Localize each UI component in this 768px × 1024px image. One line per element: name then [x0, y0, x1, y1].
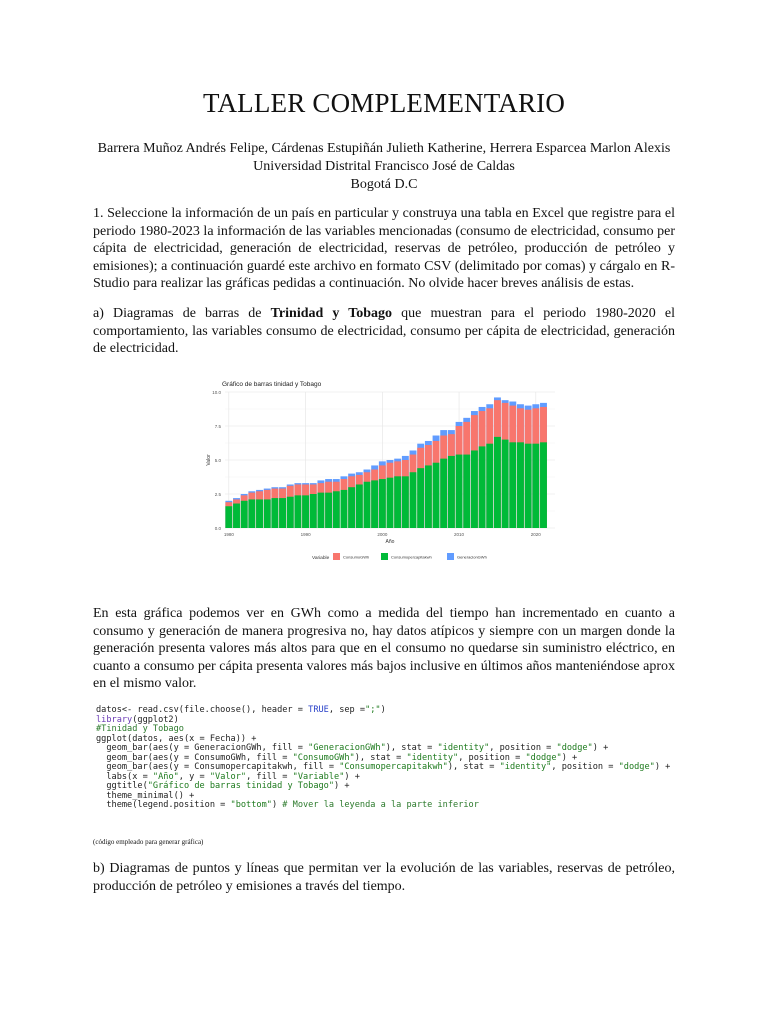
- bar-consumopercapitakwh: [348, 487, 355, 528]
- bar-consumopercapitakwh: [248, 499, 255, 528]
- bar-consumopercapitakwh: [502, 440, 509, 528]
- bar-consumopercapitakwh: [294, 495, 301, 528]
- author-names: Barrera Muñoz Andrés Felipe, Cárdenas Estupiñán Julieth Katherine, Herrera Esparcea Marlon Alexis: [97, 141, 671, 156]
- part-a-suffix: que muestran para el periodo 1980-2020 el comportamiento, las variables consumo de electricidad, consumo per cápita de electricidad, generación de electricidad.: [93, 306, 675, 356]
- y-tick-label: 0.0: [214, 526, 221, 531]
- page-title: TALLER COMPLEMENTARIO: [202, 88, 566, 118]
- bar-consumopercapitakwh: [379, 479, 386, 528]
- code-line: theme(legend.position = "bottom") # Mover la leyenda a la parte inferior: [96, 800, 479, 810]
- country-name: Trinidad y Tobago: [270, 306, 393, 321]
- bar-consumopercapitakwh: [509, 442, 516, 528]
- y-tick-label: 10.0: [212, 390, 221, 395]
- bar-consumopercapitakwh: [540, 442, 547, 528]
- bar-consumopercapitakwh: [410, 472, 417, 528]
- city-name: Bogotá D.C: [350, 177, 418, 192]
- author-block: [93, 140, 675, 194]
- legend-label: Consumopercapitakwh: [391, 554, 432, 560]
- code-line: labs(x = "Año", y = "Valor", fill = "Variable") +: [96, 771, 360, 782]
- bar-consumopercapitakwh: [325, 493, 332, 528]
- code-line: datos<- read.csv(file.choose(), header = TRUE, sep =";"): [96, 705, 386, 715]
- code-line: ggtitle("Gráfico de barras tinidad y Tobago") +: [96, 781, 350, 791]
- university-name: Universidad Distrital Francisco José de Caldas: [253, 159, 515, 174]
- legend-swatch-consumogwh: [333, 553, 340, 560]
- bar-chart: [200, 370, 560, 565]
- chart-title: Gráfico de barras tinidad y Tobago: [222, 381, 322, 388]
- bar-consumopercapitakwh: [256, 499, 263, 528]
- bar-consumopercapitakwh: [225, 506, 232, 528]
- bar-consumopercapitakwh: [356, 484, 363, 528]
- legend-title: Variable: [312, 556, 330, 561]
- bar-consumopercapitakwh: [271, 498, 278, 528]
- code-line: #Tinidad y Tobago: [96, 724, 184, 734]
- x-tick-label: 2020: [530, 532, 541, 537]
- bar-consumopercapitakwh: [471, 450, 478, 528]
- bar-consumopercapitakwh: [279, 498, 286, 528]
- bar-consumopercapitakwh: [479, 446, 486, 528]
- bar-consumopercapitakwh: [233, 504, 240, 528]
- x-tick-label: 2000: [377, 532, 388, 537]
- x-tick-label: 1980: [223, 532, 234, 537]
- bar-consumopercapitakwh: [463, 455, 470, 528]
- bar-consumopercapitakwh: [417, 468, 424, 528]
- bar-consumopercapitakwh: [264, 499, 271, 528]
- bar-consumopercapitakwh: [310, 494, 317, 528]
- bar-consumopercapitakwh: [402, 476, 409, 528]
- bar-consumopercapitakwh: [302, 495, 309, 528]
- bar-consumopercapitakwh: [287, 497, 294, 528]
- y-tick-label: 5.0: [214, 458, 221, 463]
- legend-swatch-consumopercapitakwh: [381, 553, 388, 560]
- bar-consumopercapitakwh: [387, 478, 394, 528]
- code-caption: (código empleado para generar gráfica): [93, 838, 204, 846]
- x-tick-label: 2010: [454, 532, 465, 537]
- x-axis-label: Año: [385, 539, 395, 545]
- bar-consumopercapitakwh: [333, 491, 340, 528]
- question-1-text: 1. Seleccione la información de un país en particular y construya una tabla en Excel que registre para el periodo 1980-2023 la información de las variables mencionadas (consumo de electricidad, consumo per cápita de electricidad, generación de electricidad, reservas de petróleo, producción de petróleo y emisiones); a continuación guardé este archivo en formato CSV (delimitado por comas) y cárgalo en R-Studio para realizar las gráficas pedidas a continuación. No olvide hacer breves análisis de estas.: [93, 206, 675, 291]
- bar-consumopercapitakwh: [241, 501, 248, 528]
- bar-consumopercapitakwh: [341, 490, 348, 528]
- chart-analysis-text: En esta gráfica podemos ver en GWh como a medida del tiempo han incrementado en cuanto a consumo y generación de manera progresiva no, hay datos atípicos y siempre con un margen donde la generación presenta valores más altos para que en el consumo no quedarse sin suministro eléctrico, en cuanto a consumo per cápita presenta valores más bajos inclusive en últimos años manteniéndose aprox en el mismo valor.: [93, 606, 675, 691]
- bar-consumopercapitakwh: [317, 493, 324, 528]
- y-tick-label: 2.5: [214, 492, 221, 497]
- part-a-text: [93, 305, 675, 358]
- code-line: library(ggplot2): [96, 714, 179, 725]
- bar-consumopercapitakwh: [425, 465, 432, 528]
- bar-consumopercapitakwh: [364, 482, 371, 528]
- code-line: ggplot(datos, aes(x = Fecha)) +: [96, 733, 257, 744]
- part-a-prefix: a) Diagramas de barras de: [93, 306, 271, 321]
- bar-consumopercapitakwh: [371, 480, 378, 528]
- bar-consumopercapitakwh: [532, 444, 539, 528]
- bar-consumopercapitakwh: [440, 459, 447, 528]
- part-b-text: b) Diagramas de puntos y líneas que permitan ver la evolución de las variables, reservas de petróleo, producción de petróleo y emisiones a través del tiempo.: [93, 861, 675, 894]
- x-tick-label: 1990: [300, 532, 311, 537]
- bar-chart-svg: [200, 370, 560, 565]
- bar-consumopercapitakwh: [456, 455, 463, 528]
- legend-label: ConsumoGWh: [343, 554, 370, 560]
- y-tick-label: 7.5: [214, 424, 221, 429]
- bar-consumopercapitakwh: [517, 442, 524, 528]
- bar-consumopercapitakwh: [525, 444, 532, 528]
- bar-consumopercapitakwh: [494, 437, 501, 528]
- bar-consumopercapitakwh: [448, 456, 455, 528]
- bar-consumopercapitakwh: [486, 444, 493, 528]
- code-line: theme_minimal() +: [96, 790, 195, 801]
- code-line: geom_bar(aes(y = ConsumoGWh, fill = "ConsumoGWh"), stat = "identity", position = "dodge") +: [96, 752, 578, 763]
- bar-consumopercapitakwh: [433, 463, 440, 528]
- legend-swatch-generaciongwh: [447, 553, 454, 560]
- legend-label: GeneracionGWh: [457, 554, 487, 560]
- r-code-block: [96, 705, 671, 811]
- code-line: geom_bar(aes(y = Consumopercapitakwh, fill = "Consumopercapitakwh"), stat = "identity", position = "dodge") +: [96, 762, 671, 772]
- y-axis-label: Valor: [206, 454, 212, 466]
- code-line: geom_bar(aes(y = GeneracionGWh, fill = "GeneracionGWh"), stat = "identity", position = "dodge") +: [96, 743, 609, 753]
- bar-consumopercapitakwh: [394, 476, 401, 528]
